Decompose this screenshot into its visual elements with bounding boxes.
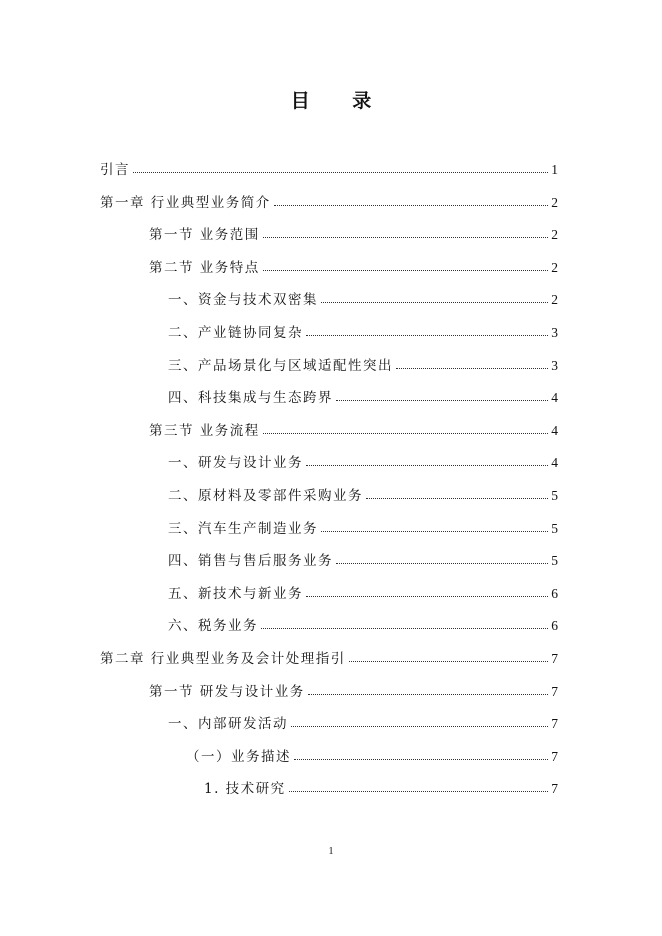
toc-entry-page: 2	[551, 227, 558, 243]
toc-leader-dots	[263, 270, 548, 271]
toc-leader-dots	[294, 759, 548, 760]
toc-entry[interactable]	[168, 708, 558, 732]
toc-entry-label: 四、销售与售后服务业务	[168, 553, 333, 570]
toc-entry[interactable]	[149, 252, 558, 276]
toc-leader-dots	[321, 302, 548, 303]
toc-leader-dots	[396, 368, 548, 369]
toc-leader-dots	[336, 563, 548, 564]
toc-entry-label: 一、资金与技术双密集	[168, 292, 318, 309]
toc-entry[interactable]	[149, 219, 558, 243]
toc-leader-dots	[133, 172, 548, 173]
toc-entry[interactable]	[168, 382, 558, 406]
toc-leader-dots	[321, 531, 548, 532]
toc-entry-label: 五、新技术与新业务	[168, 585, 303, 602]
toc-entry-page: 5	[551, 520, 558, 536]
toc-leader-dots	[349, 661, 548, 662]
toc-entry-page: 7	[551, 651, 558, 666]
toc-entry-page: 3	[551, 357, 558, 373]
toc-entry-page: 6	[551, 618, 558, 634]
toc-entry-label: 第二节 业务特点	[149, 259, 260, 276]
toc-entry[interactable]	[168, 447, 558, 471]
toc-entry[interactable]	[168, 284, 558, 308]
toc-entry-label: 六、税务业务	[168, 618, 258, 635]
toc-leader-dots	[274, 205, 548, 206]
toc-entry-page: 5	[551, 553, 558, 569]
toc-entry-page: 7	[551, 716, 558, 732]
toc-entry-page: 6	[551, 585, 558, 601]
toc-entry[interactable]	[168, 545, 558, 569]
toc-entry-label: 二、原材料及零部件采购业务	[168, 488, 363, 504]
toc-entry-page: 2	[551, 194, 558, 210]
toc-entry[interactable]	[149, 415, 558, 439]
toc-entry[interactable]	[168, 610, 558, 634]
toc-entry-page: 7	[551, 748, 558, 764]
toc-leader-dots	[261, 628, 548, 629]
toc-entry-page: 2	[551, 292, 558, 308]
toc-entry-page: 4	[551, 390, 558, 406]
toc-entry-label: 一、研发与设计业务	[168, 455, 303, 472]
toc-entry-label: 一、内部研发活动	[168, 716, 288, 733]
toc-entry[interactable]	[149, 676, 558, 700]
toc-entry-label: （一）业务描述	[186, 748, 291, 765]
toc-leader-dots	[306, 465, 548, 466]
toc-entry-page: 1	[551, 162, 558, 177]
toc-entry-page: 4	[551, 455, 558, 471]
toc-entry[interactable]	[168, 317, 558, 341]
toc-entry-label: 1. 技术研究	[204, 781, 286, 798]
toc-entry-page: 7	[551, 781, 558, 797]
toc-leader-dots	[308, 694, 548, 695]
toc-leader-dots	[336, 400, 548, 401]
toc-entry[interactable]	[100, 187, 558, 211]
toc-entry-label: 第二章 行业典型业务及会计处理指引	[100, 651, 346, 667]
toc-entry-label: 四、科技集成与生态跨界	[168, 390, 333, 407]
toc-entry[interactable]	[168, 350, 558, 374]
toc-leader-dots	[306, 596, 548, 597]
toc-entry-page: 2	[551, 259, 558, 275]
toc-entry-page: 7	[551, 683, 558, 699]
toc-entry[interactable]	[100, 154, 558, 178]
toc-entry[interactable]	[168, 480, 558, 504]
toc-entry-label: 三、产品场景化与区域适配性突出	[168, 357, 393, 374]
toc-entry-label: 引言	[100, 162, 130, 178]
toc-leader-dots	[263, 433, 548, 434]
toc-entry-label: 第一章 行业典型业务简介	[100, 194, 271, 211]
toc-entry[interactable]	[168, 513, 558, 537]
toc-entry-label: 第一节 业务范围	[149, 227, 260, 244]
toc-leader-dots	[263, 237, 548, 238]
toc-entry[interactable]	[168, 578, 558, 602]
toc-entry[interactable]	[204, 773, 558, 797]
toc-leader-dots	[306, 335, 548, 336]
toc-entry-page: 3	[551, 325, 558, 340]
toc-entry-label: 第一节 研发与设计业务	[149, 683, 305, 700]
page-title: 目 录	[290, 90, 390, 112]
toc-entry-label: 二、产业链协同复杂	[168, 325, 303, 341]
toc-leader-dots	[366, 498, 548, 499]
toc-entry-label: 第三节 业务流程	[149, 422, 260, 439]
toc-entry-page: 5	[551, 488, 558, 503]
toc-entry[interactable]	[186, 741, 558, 765]
toc-entry-page: 4	[551, 422, 558, 438]
toc-entry-label: 三、汽车生产制造业务	[168, 520, 318, 537]
toc-leader-dots	[291, 726, 548, 727]
toc-leader-dots	[289, 791, 549, 792]
toc-entry[interactable]	[100, 643, 558, 667]
page-number: 1	[328, 846, 334, 857]
